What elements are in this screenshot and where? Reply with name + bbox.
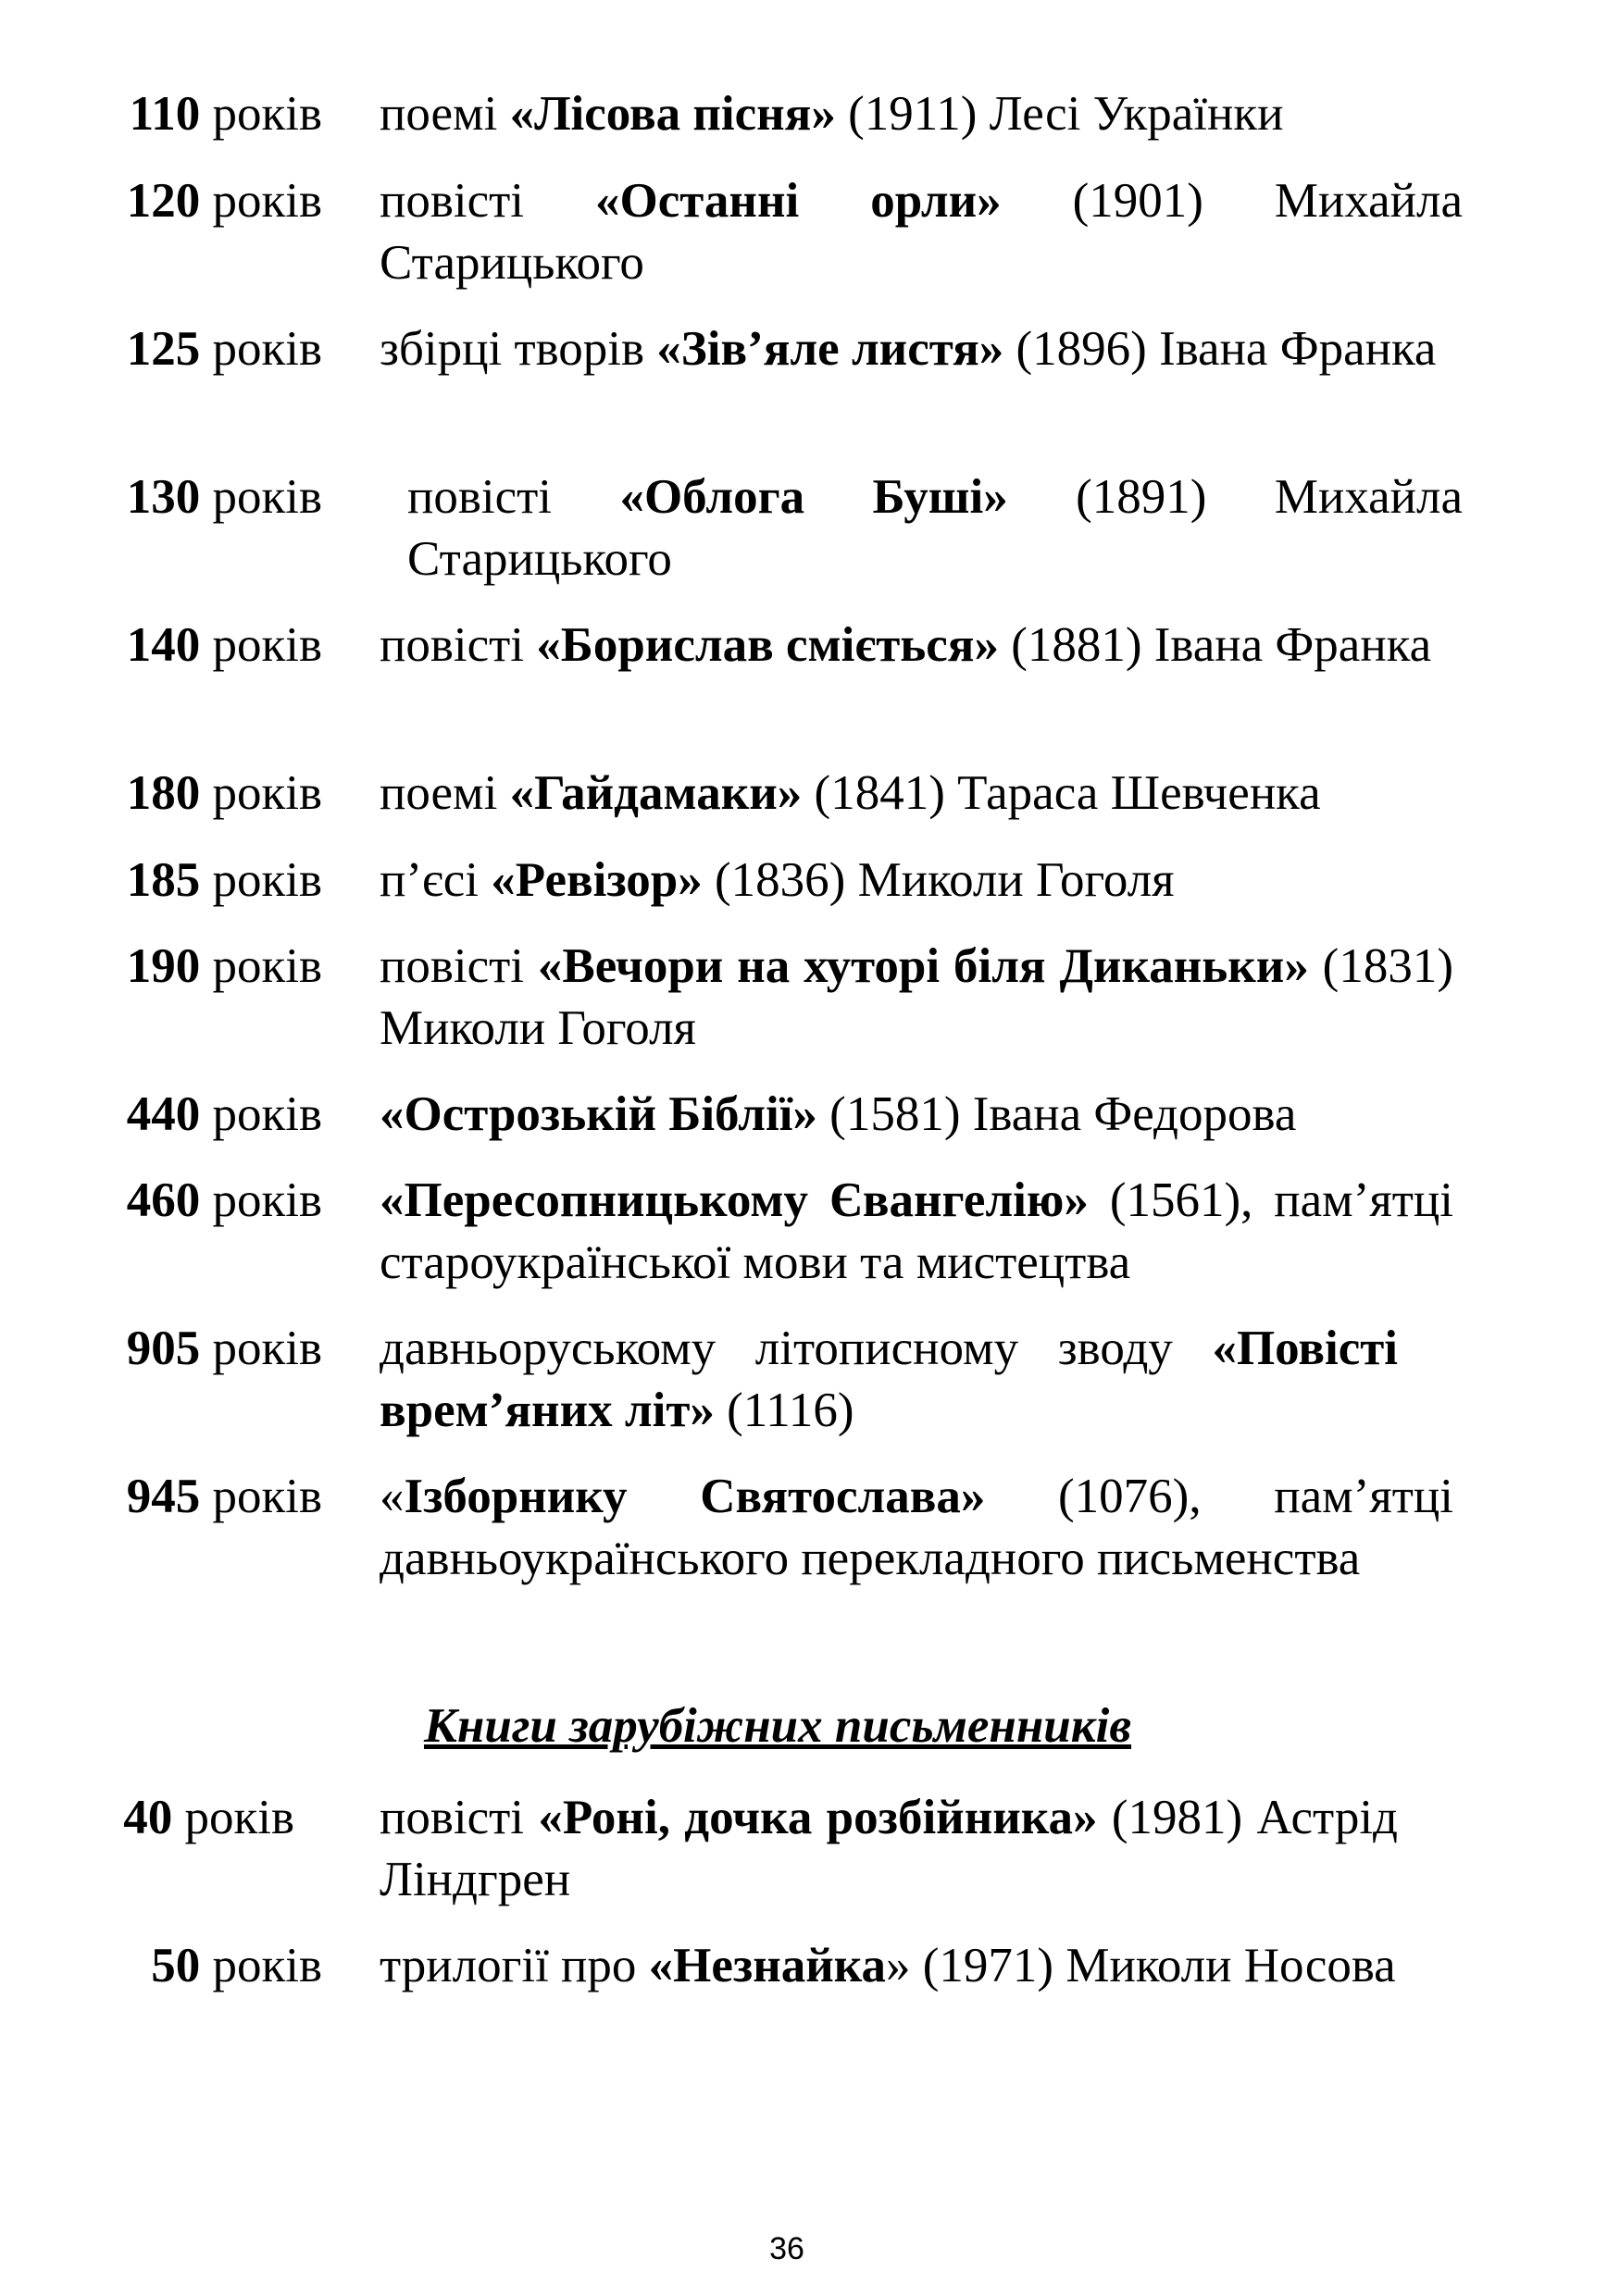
entry-description: «Острозькій Біблії» (1581) Івана Федорова — [380, 1087, 1297, 1141]
entry-description: давньоруському літописному зводу «Повісті врем’яних літ» (1116) — [380, 1322, 1398, 1437]
entry-description: трилогії про «Незнайка» (1971) Миколи Носова — [380, 1939, 1396, 1992]
entry-description: повісті «Останні орли» (1901) Михайла Старицького — [380, 174, 1463, 290]
years-count: 460 років — [126, 1173, 322, 1227]
section-title: Книги зарубіжних письменників — [423, 1699, 1132, 1753]
page-number: 36 — [769, 2231, 804, 2266]
entry-description: збірці творів «Зів’яле листя» (1896) Івана Франка — [380, 322, 1437, 376]
years-count: 905 років — [126, 1322, 322, 1375]
years-count: 50 років — [151, 1939, 322, 1992]
years-count: 440 років — [126, 1087, 322, 1141]
entry-description: повісті «Роні, дочка розбійника» (1981) Астрід Ліндгрен — [380, 1791, 1399, 1906]
entry-description: повісті «Вечори на хуторі біля Диканьки» (1831) Миколи Гоголя — [380, 939, 1453, 1055]
entry-description: повісті «Борислав сміється» (1881) Івана Франка — [380, 618, 1432, 672]
years-count: 180 років — [126, 766, 322, 820]
entry-description: поемі «Лісова пісня» (1911) Лесі Українки — [380, 87, 1284, 141]
years-count: 190 років — [126, 939, 322, 993]
entry-description: повісті «Облога Буші» (1891) Михайла Старицького — [407, 470, 1464, 586]
entry-description: «Ізборнику Святослава» (1076), пам’ятці давньоукраїнського перекладного письменства — [380, 1470, 1453, 1585]
years-count: 130 років — [126, 470, 322, 524]
years-count: 945 років — [126, 1470, 322, 1523]
entry-description: «Пересопницькому Євангелію» (1561), пам’ятці староукраїнської мови та мистецтва — [380, 1173, 1453, 1289]
years-count: 110 років — [129, 87, 322, 141]
years-count: 185 років — [126, 853, 322, 907]
years-count: 140 років — [126, 618, 322, 672]
years-count: 40 років — [123, 1791, 294, 1844]
years-count: 125 років — [126, 322, 322, 376]
entry-description: п’єсі «Ревізор» (1836) Миколи Гоголя — [380, 853, 1175, 907]
years-count: 120 років — [126, 174, 322, 228]
entry-description: поемі «Гайдамаки» (1841) Тараса Шевченка — [380, 766, 1321, 820]
